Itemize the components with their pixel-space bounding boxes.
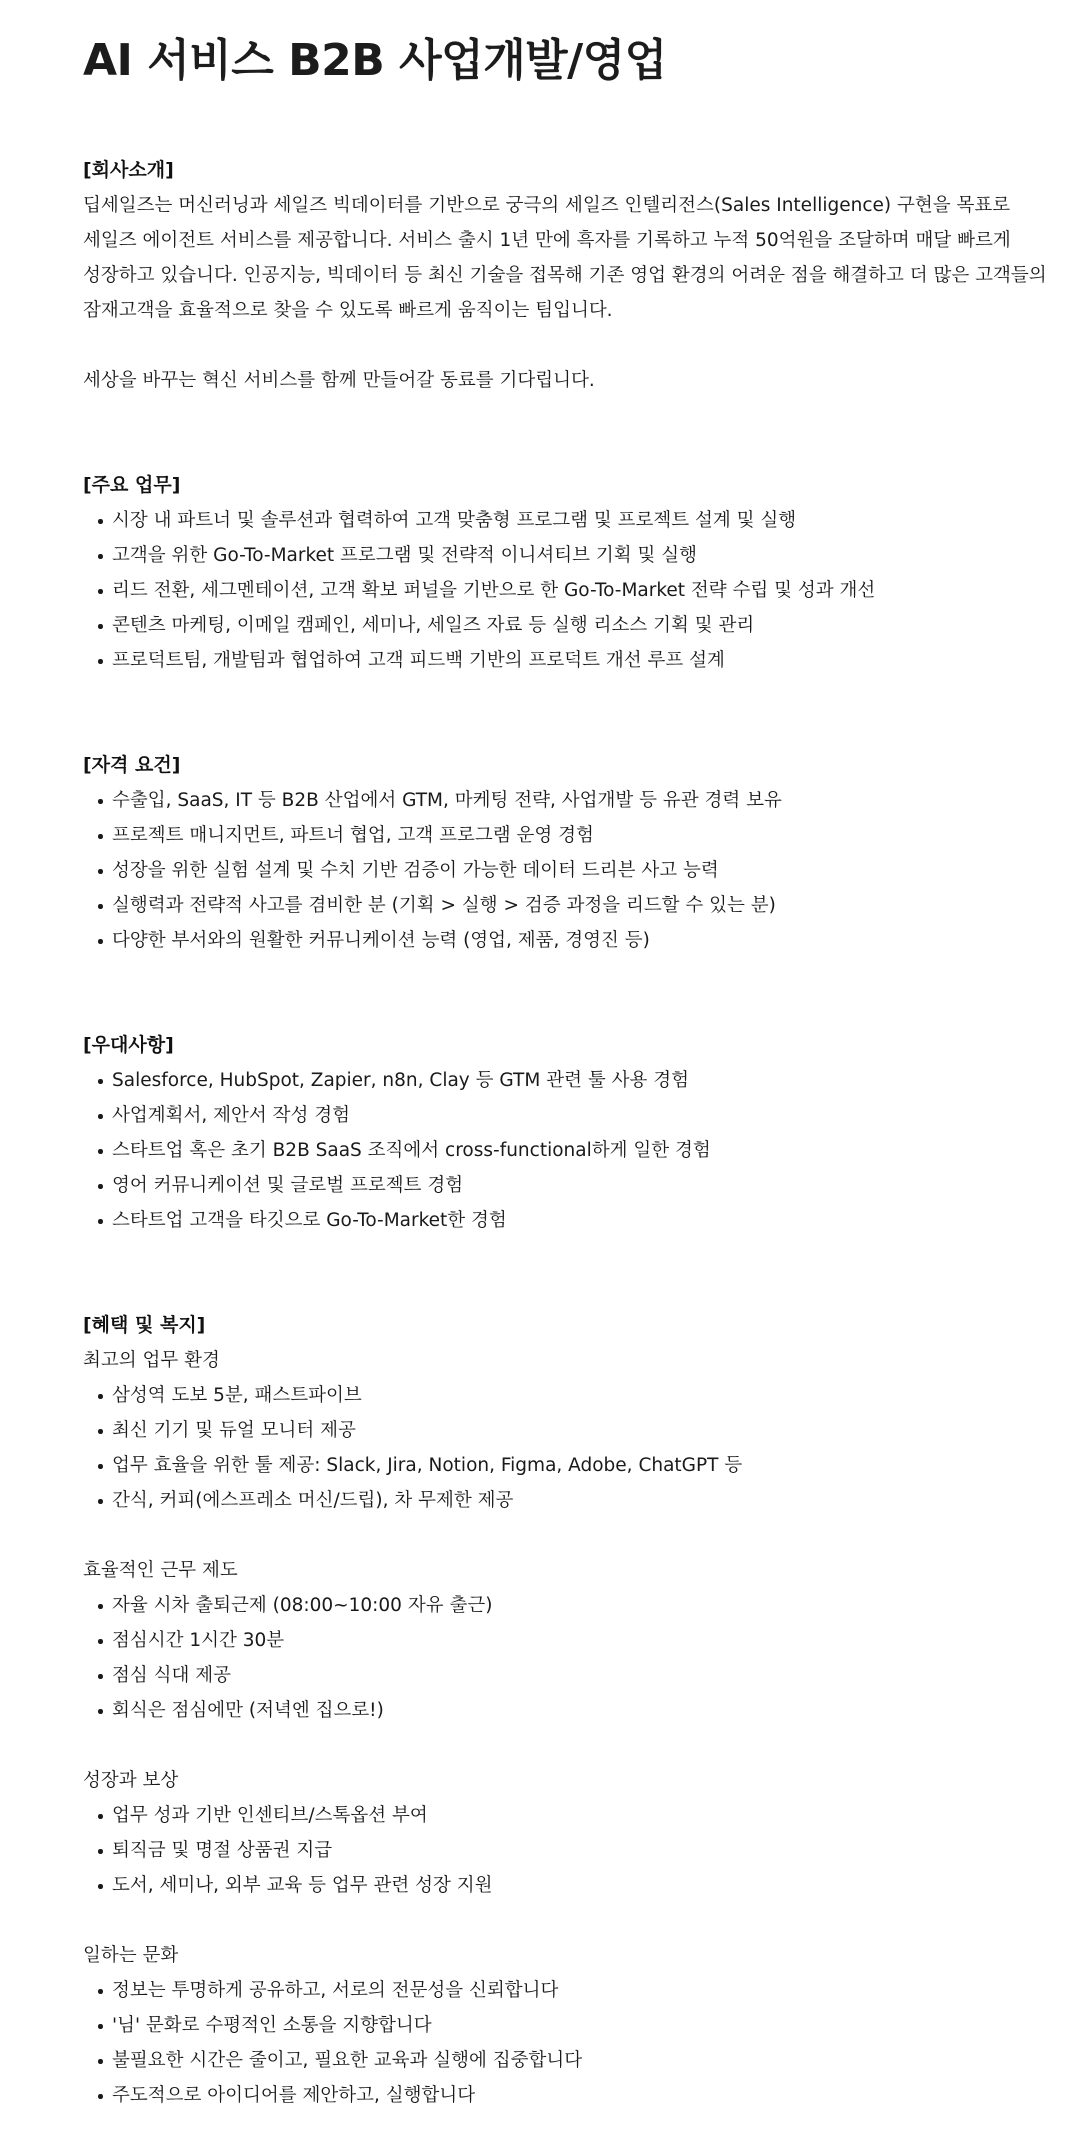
requirements-list — [83, 783, 1052, 958]
bullet-dot-icon — [98, 1884, 103, 1889]
list-item: 업무 성과 기반 인센티브/스톡옵션 부여 — [83, 1798, 1052, 1833]
bullet-dot-icon — [98, 1429, 103, 1434]
bullet-dot-icon — [98, 2094, 103, 2099]
bullet-dot-icon — [98, 904, 103, 909]
bullet-dot-icon — [98, 799, 103, 804]
list-item: 수출입, SaaS, IT 등 B2B 산업에서 GTM, 마케팅 전략, 사업개발 등 유관 경력 보유 — [83, 783, 1052, 818]
bullet-dot-icon — [98, 624, 103, 629]
list-item: 최신 기기 및 듀얼 모니터 제공 — [83, 1413, 1052, 1448]
list-item: 프로덕트팀, 개발팀과 협업하여 고객 피드백 기반의 프로덕트 개선 루프 설계 — [83, 643, 1052, 678]
list-item: 프로젝트 매니지먼트, 파트너 협업, 고객 프로그램 운영 경험 — [83, 818, 1052, 853]
list-item: 영어 커뮤니케이션 및 글로벌 프로젝트 경험 — [83, 1168, 1052, 1203]
bullet-dot-icon — [98, 659, 103, 664]
bullet-dot-icon — [98, 1394, 103, 1399]
bullet-dot-icon — [98, 589, 103, 594]
benefits-culture-list — [83, 1973, 1052, 2113]
list-item: 성장을 위한 실험 설계 및 수치 기반 검증이 가능한 데이터 드리븐 사고 능력 — [83, 853, 1052, 888]
benefits-section — [83, 1308, 1052, 2113]
requirements-heading: [자격 요건] — [83, 754, 181, 776]
duties-section — [83, 468, 1052, 678]
duties-heading: [주요 업무] — [83, 474, 181, 496]
list-item: 도서, 세미나, 외부 교육 등 업무 관련 성장 지원 — [83, 1868, 1052, 1903]
benefits-environment-list — [83, 1378, 1052, 1518]
bullet-dot-icon — [98, 1604, 103, 1609]
bullet-dot-icon — [98, 2024, 103, 2029]
page-title: AI 서비스 B2B 사업개발/영업 — [83, 35, 667, 86]
bullet-dot-icon — [98, 939, 103, 944]
list-item: 스타트업 혹은 초기 B2B SaaS 조직에서 cross-functional하게 일한 경험 — [83, 1133, 1052, 1168]
bullet-dot-icon — [98, 1464, 103, 1469]
bullet-dot-icon — [98, 1079, 103, 1084]
bullet-dot-icon — [98, 519, 103, 524]
list-item: Salesforce, HubSpot, Zapier, n8n, Clay 등 GTM 관련 툴 사용 경험 — [83, 1063, 1052, 1098]
company-intro: 딥세일즈는 머신러닝과 세일즈 빅데이터를 기반으로 궁극의 세일즈 인텔리전스(Sales Intelligence) 구현을 목표로 세일즈 에이전트 서비스를 제공합니다. 서비스 출시 1년 만에 흑자를 기록하고 누적 50억원을 조달하며 매달 빠르게 성장하고 있습니다. 인공지능, 빅데이터 등 최신 기술을 접목해 기존 영업 환경의 어려운 점을 해결하고 더 많은 고객들의 잠재고객을 효율적으로 찾을 수 있도록 빠르게 움직이는 팀입니다. — [83, 195, 1047, 321]
preferred-heading: [우대사항] — [83, 1034, 174, 1056]
bullet-dot-icon — [98, 869, 103, 874]
bullet-dot-icon — [98, 2059, 103, 2064]
benefits-group-title: 성장과 보상 — [83, 1770, 179, 1791]
company-closing: 세상을 바꾸는 혁신 서비스를 함께 만들어갈 동료를 기다립니다. — [83, 370, 595, 391]
list-item: 다양한 부서와의 원활한 커뮤니케이션 능력 (영업, 제품, 경영진 등) — [83, 923, 1052, 958]
benefits-group-title: 효율적인 근무 제도 — [83, 1560, 238, 1581]
list-item: 점심 식대 제공 — [83, 1658, 1052, 1693]
bullet-dot-icon — [98, 1499, 103, 1504]
bullet-dot-icon — [98, 1639, 103, 1644]
bullet-dot-icon — [98, 1114, 103, 1119]
list-item: 스타트업 고객을 타깃으로 Go-To-Market한 경험 — [83, 1203, 1052, 1238]
bullet-dot-icon — [98, 1849, 103, 1854]
list-item: 회식은 점심에만 (저녁엔 집으로!) — [83, 1693, 1052, 1728]
list-item: 실행력과 전략적 사고를 겸비한 분 (기획 > 실행 > 검증 과정을 리드할 수 있는 분) — [83, 888, 1052, 923]
company-heading: [회사소개] — [83, 159, 174, 181]
duties-list — [83, 503, 1052, 678]
list-item: 사업계획서, 제안서 작성 경험 — [83, 1098, 1052, 1133]
benefits-group-title: 최고의 업무 환경 — [83, 1350, 220, 1371]
list-item: 퇴직금 및 명절 상품권 지급 — [83, 1833, 1052, 1868]
list-item: 정보는 투명하게 공유하고, 서로의 전문성을 신뢰합니다 — [83, 1973, 1052, 2008]
company-section — [83, 153, 1052, 398]
bullet-dot-icon — [98, 1184, 103, 1189]
list-item: 간식, 커피(에스프레소 머신/드립), 차 무제한 제공 — [83, 1483, 1052, 1518]
bullet-dot-icon — [98, 1219, 103, 1224]
list-item: 시장 내 파트너 및 솔루션과 협력하여 고객 맞춤형 프로그램 및 프로젝트 설계 및 실행 — [83, 503, 1052, 538]
bullet-dot-icon — [98, 1814, 103, 1819]
benefits-group-title: 일하는 문화 — [83, 1945, 179, 1966]
list-item: '님' 문화로 수평적인 소통을 지향합니다 — [83, 2008, 1052, 2043]
bullet-dot-icon — [98, 1149, 103, 1154]
list-item: 불필요한 시간은 줄이고, 필요한 교육과 실행에 집중합니다 — [83, 2043, 1052, 2078]
bullet-dot-icon — [98, 1709, 103, 1714]
benefits-work-system-list — [83, 1588, 1052, 1728]
bullet-dot-icon — [98, 1989, 103, 1994]
list-item: 점심시간 1시간 30분 — [83, 1623, 1052, 1658]
benefits-heading: [혜택 및 복지] — [83, 1314, 206, 1336]
bullet-dot-icon — [98, 554, 103, 559]
bullet-dot-icon — [98, 834, 103, 839]
list-item: 리드 전환, 세그멘테이션, 고객 확보 퍼널을 기반으로 한 Go-To-Market 전략 수립 및 성과 개선 — [83, 573, 1052, 608]
list-item: 삼성역 도보 5분, 패스트파이브 — [83, 1378, 1052, 1413]
requirements-section — [83, 748, 1052, 958]
list-item: 자율 시차 출퇴근제 (08:00~10:00 자유 출근) — [83, 1588, 1052, 1623]
list-item: 고객을 위한 Go-To-Market 프로그램 및 전략적 이니셔티브 기획 및 실행 — [83, 538, 1052, 573]
list-item: 주도적으로 아이디어를 제안하고, 실행합니다 — [83, 2078, 1052, 2113]
benefits-growth-list — [83, 1798, 1052, 1903]
list-item: 업무 효율을 위한 툴 제공: Slack, Jira, Notion, Figma, Adobe, ChatGPT 등 — [83, 1448, 1052, 1483]
preferred-list — [83, 1063, 1052, 1238]
list-item: 콘텐츠 마케팅, 이메일 캠페인, 세미나, 세일즈 자료 등 실행 리소스 기획 및 관리 — [83, 608, 1052, 643]
preferred-section — [83, 1028, 1052, 1238]
bullet-dot-icon — [98, 1674, 103, 1679]
